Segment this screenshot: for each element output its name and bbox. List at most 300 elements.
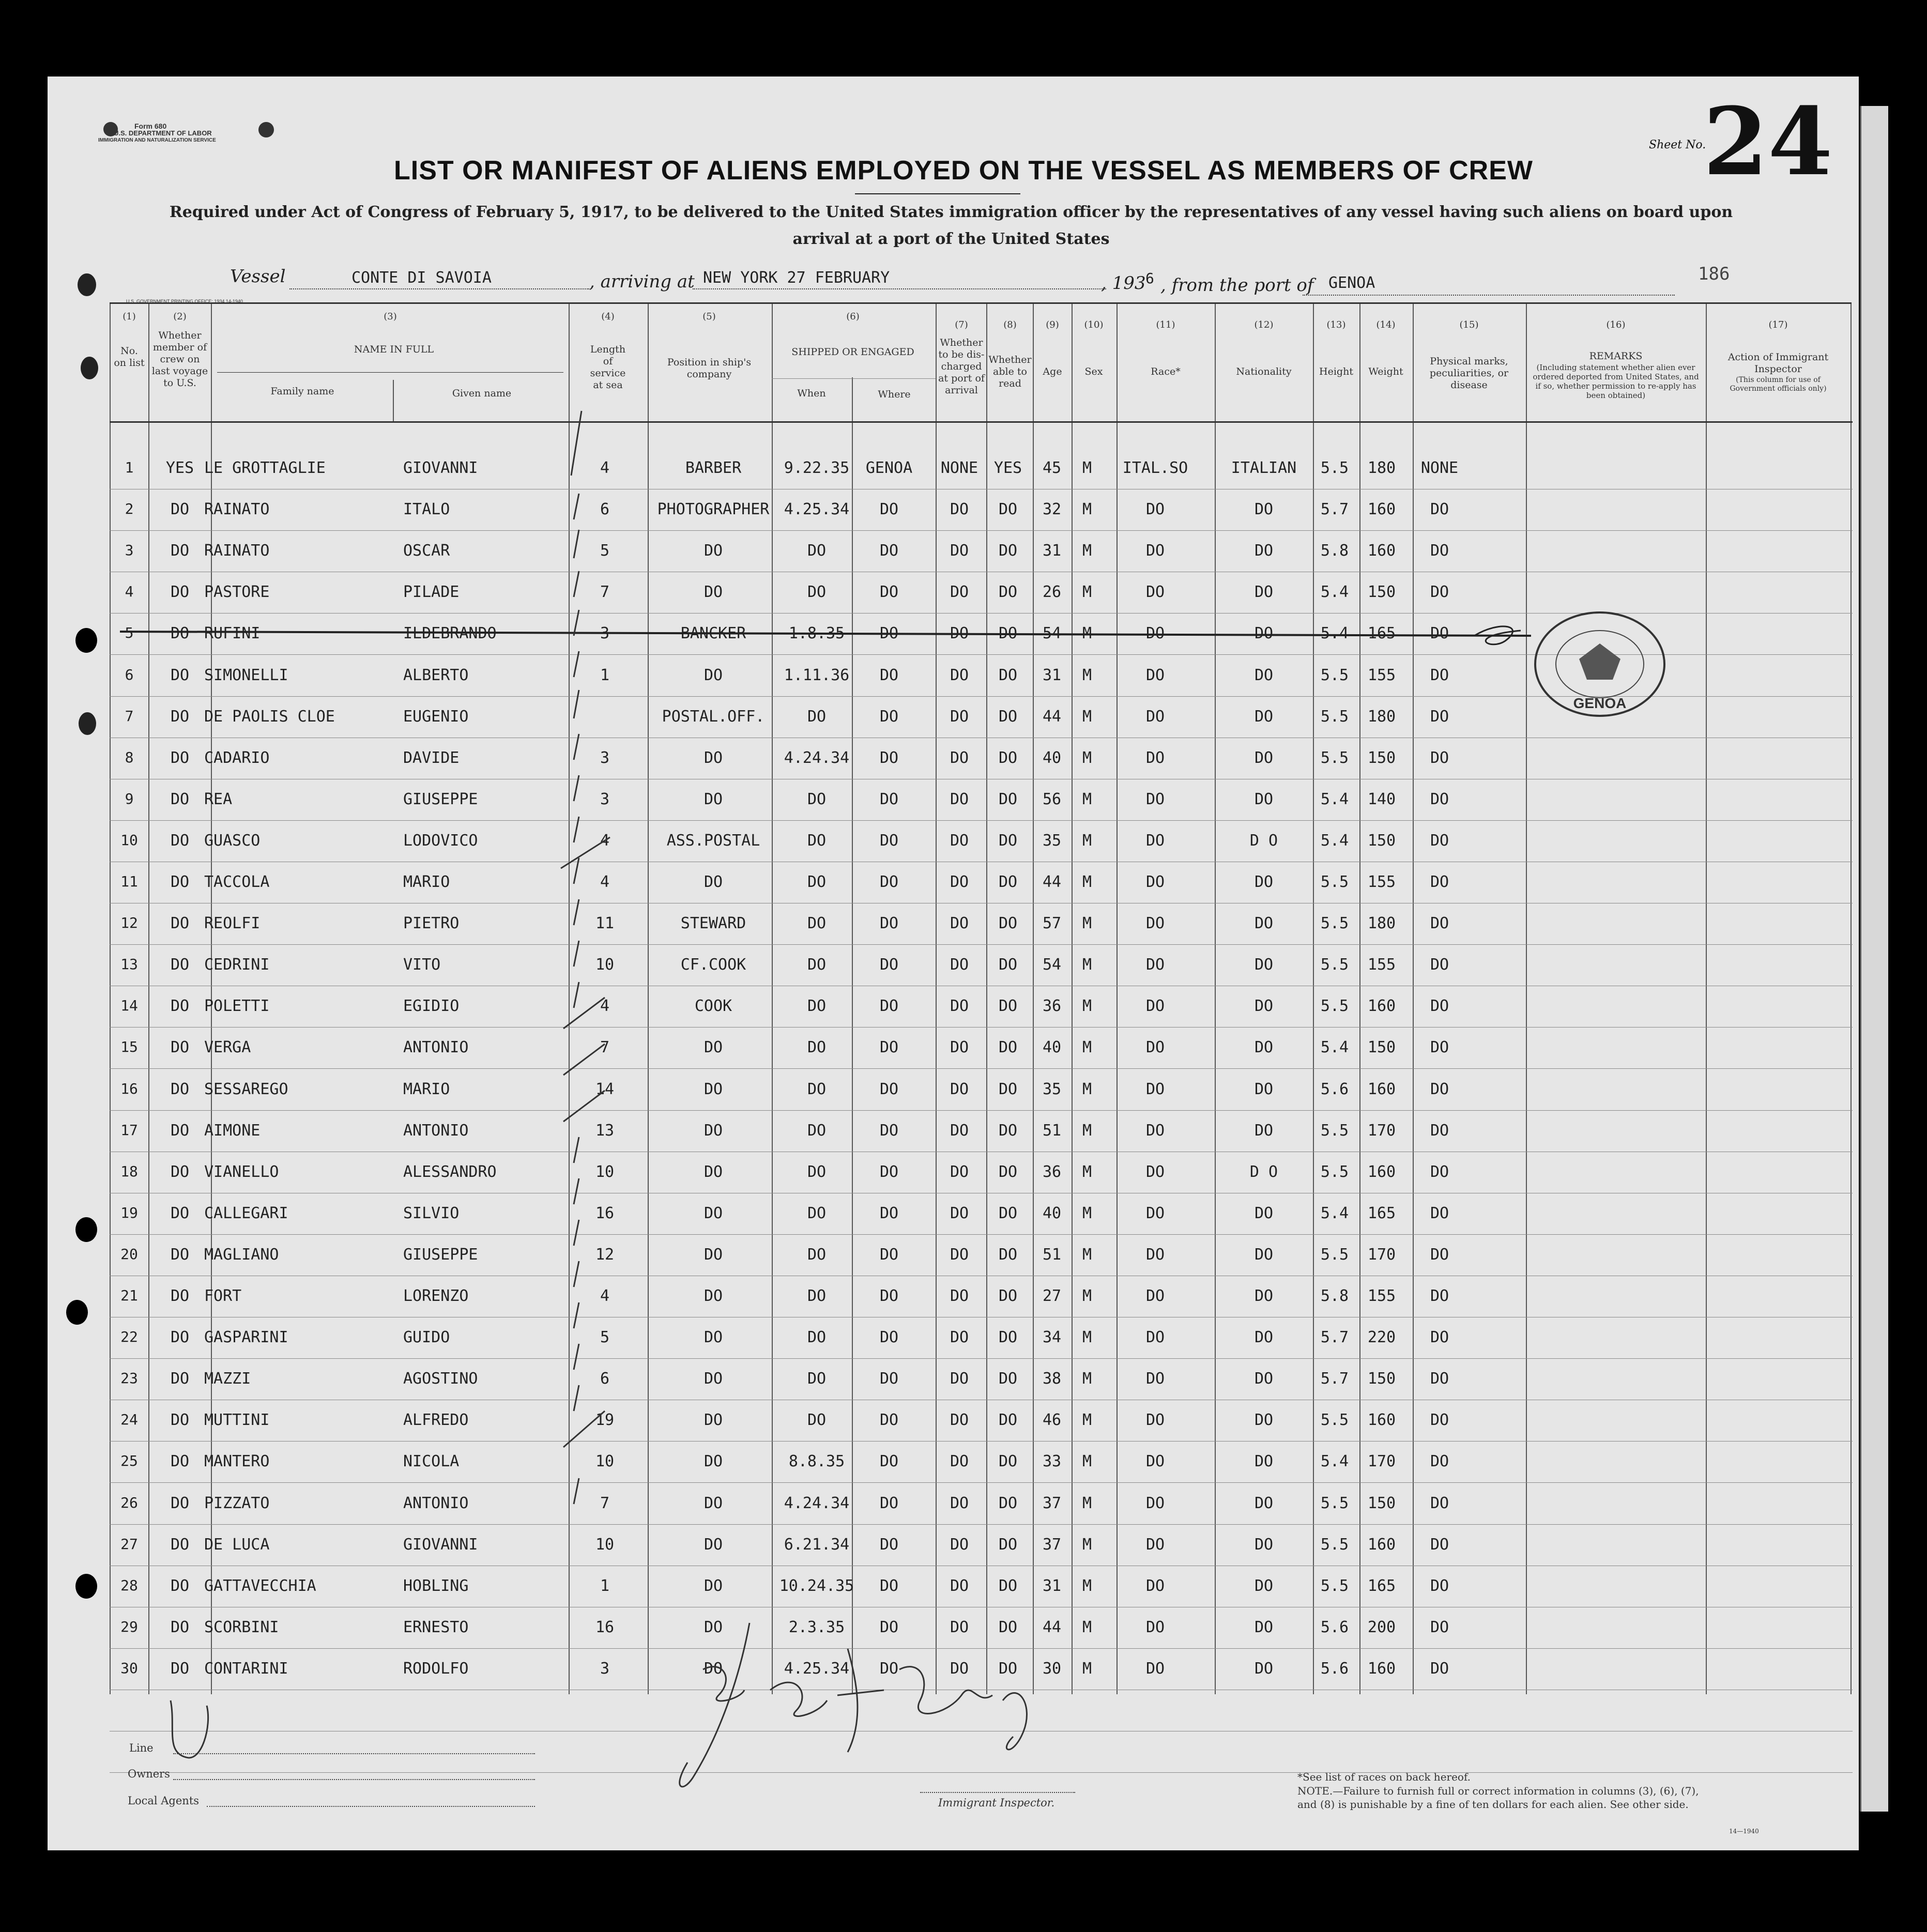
physical-marks: DO — [1430, 1246, 1449, 1264]
given-name: ANTONIO — [403, 1038, 469, 1056]
position: DO — [703, 666, 723, 684]
row-rule — [110, 1358, 1853, 1359]
weight: 160 — [1367, 500, 1396, 518]
vessel-label: Vessel — [230, 266, 286, 287]
race: DO — [1145, 1370, 1165, 1388]
given-name: GIOVANNI — [403, 1536, 478, 1554]
nationality: DO — [1254, 956, 1274, 974]
weight: 180 — [1367, 708, 1396, 726]
col13-header: Height — [1319, 366, 1353, 377]
row-rule — [110, 1110, 1853, 1111]
shipped-where: DO — [879, 1246, 899, 1264]
row-number: 15 — [120, 1038, 138, 1055]
page-subtitle: Required under Act of Congress of February 5, 1917, to be delivered to the United States immigration officer by the representatives of any vessel having such aliens on board upon arrival at a port of the United States — [169, 203, 1733, 248]
discharged: DO — [950, 500, 969, 518]
column-rule — [1706, 304, 1707, 1694]
able-to-read: DO — [998, 500, 1018, 518]
shipped-when: DO — [807, 1246, 827, 1264]
port-field-line — [1303, 295, 1675, 296]
prev-voyage: DO — [170, 1411, 190, 1429]
owners-label: Owners — [128, 1768, 170, 1780]
weight: 150 — [1367, 749, 1396, 767]
height: 5.5 — [1320, 956, 1349, 974]
family-name: RAINATO — [204, 500, 270, 518]
prev-voyage: DO — [170, 1660, 190, 1678]
given-name: HOBLING — [403, 1577, 469, 1595]
col6-number: (6) — [846, 311, 860, 322]
column-rule — [110, 304, 111, 1694]
shipped-where: DO — [879, 1370, 899, 1388]
prev-voyage: DO — [170, 956, 190, 974]
col10-number: (10) — [1084, 319, 1104, 330]
col14-number: (14) — [1376, 319, 1396, 330]
able-to-read: DO — [998, 914, 1018, 932]
service-years: 16 — [595, 1204, 615, 1222]
col17-subheader: (This column for use of Government officials only) — [1730, 376, 1827, 393]
discharged: DO — [950, 832, 969, 850]
discharged: DO — [950, 1660, 969, 1678]
height: 5.5 — [1320, 873, 1349, 891]
height: 5.4 — [1320, 1204, 1349, 1222]
service-years: 3 — [600, 749, 610, 767]
service-years: 7 — [600, 1494, 610, 1512]
given-name: ITALO — [403, 500, 450, 518]
position: DO — [703, 1246, 723, 1264]
row-rule — [110, 1524, 1853, 1525]
physical-marks: DO — [1430, 1204, 1449, 1222]
race: DO — [1145, 583, 1165, 601]
family-name: CEDRINI — [204, 956, 270, 974]
height: 5.5 — [1320, 749, 1349, 767]
when-header: When — [797, 388, 826, 399]
race: DO — [1145, 1452, 1165, 1470]
position: DO — [703, 1577, 723, 1595]
punch-hole — [66, 1300, 88, 1325]
weight: 155 — [1367, 1287, 1396, 1305]
position: DO — [703, 1411, 723, 1429]
nationality: D O — [1249, 1163, 1278, 1181]
col11-header: Race* — [1151, 366, 1181, 377]
discharged: DO — [950, 1163, 969, 1181]
able-to-read: DO — [998, 749, 1018, 767]
manifest-table — [110, 302, 1852, 1693]
age: 51 — [1042, 1122, 1062, 1140]
family-name: AIMONE — [204, 1122, 261, 1140]
age: 31 — [1042, 542, 1062, 560]
prev-voyage: DO — [170, 1328, 190, 1346]
physical-marks: DO — [1430, 1536, 1449, 1554]
height: 5.6 — [1320, 1080, 1349, 1098]
family-name: RAINATO — [204, 542, 270, 560]
position: DO — [703, 1038, 723, 1056]
age: 27 — [1042, 1287, 1062, 1305]
position: DO — [703, 873, 723, 891]
weight: 170 — [1367, 1452, 1396, 1470]
weight: 160 — [1367, 997, 1396, 1015]
height: 5.5 — [1320, 1536, 1349, 1554]
column-rule — [393, 380, 394, 421]
weight: 150 — [1367, 832, 1396, 850]
race: DO — [1145, 956, 1165, 974]
shipped-where: DO — [879, 1080, 899, 1098]
race: DO — [1145, 914, 1165, 932]
physical-marks: NONE — [1420, 459, 1459, 477]
nationality: DO — [1254, 500, 1274, 518]
race: DO — [1145, 1038, 1165, 1056]
weight: 165 — [1367, 1577, 1396, 1595]
race: DO — [1145, 1080, 1165, 1098]
departure-port: GENOA — [1328, 274, 1375, 292]
col15-number: (15) — [1459, 319, 1479, 330]
race: DO — [1145, 1287, 1165, 1305]
weight: 165 — [1367, 1204, 1396, 1222]
sex: M — [1082, 1122, 1092, 1140]
col5-number: (5) — [702, 311, 716, 322]
col9-number: (9) — [1046, 319, 1059, 330]
service-years: 3 — [600, 790, 610, 808]
col8-header: Whether able to read — [988, 354, 1032, 389]
race: DO — [1145, 1618, 1165, 1636]
able-to-read: DO — [998, 873, 1018, 891]
title-underline — [855, 193, 1020, 194]
shipped-where: DO — [879, 500, 899, 518]
sex: M — [1082, 1411, 1092, 1429]
able-to-read: DO — [998, 666, 1018, 684]
prev-voyage: DO — [170, 1080, 190, 1098]
family-name: CADARIO — [204, 749, 270, 767]
able-to-read: DO — [998, 1618, 1018, 1636]
service-years: 7 — [600, 1038, 610, 1056]
weight: 160 — [1367, 1411, 1396, 1429]
service-years: 12 — [595, 1246, 615, 1264]
col12-number: (12) — [1254, 319, 1274, 330]
able-to-read: DO — [998, 1246, 1018, 1264]
col16-subheader: (Including statement whether alien ever ordered deported from United States, and if so, whether permission to re-apply has been obtained) — [1533, 363, 1699, 400]
punch-hole — [81, 357, 98, 379]
family-name: PIZZATO — [204, 1494, 270, 1512]
weight: 160 — [1367, 1660, 1396, 1678]
service-years: 10 — [595, 956, 615, 974]
age: 32 — [1042, 500, 1062, 518]
race: DO — [1145, 1204, 1165, 1222]
prev-voyage: DO — [170, 1038, 190, 1056]
discharged: DO — [950, 1577, 969, 1595]
discharged: DO — [950, 542, 969, 560]
position: DO — [703, 1328, 723, 1346]
column-rule — [1215, 304, 1216, 1694]
prev-voyage: DO — [170, 1204, 190, 1222]
sex: M — [1082, 1660, 1092, 1678]
age: 57 — [1042, 914, 1062, 932]
weight: 200 — [1367, 1618, 1396, 1636]
weight: 160 — [1367, 1163, 1396, 1181]
position: DO — [703, 1370, 723, 1388]
height: 5.5 — [1320, 997, 1349, 1015]
service-years: 7 — [600, 583, 610, 601]
family-name: RUFINI — [204, 624, 261, 642]
service-years: 10 — [595, 1163, 615, 1181]
sex: M — [1082, 1452, 1092, 1470]
sex: M — [1082, 790, 1092, 808]
shipped-where: DO — [879, 1536, 899, 1554]
age: 40 — [1042, 749, 1062, 767]
column-rule — [648, 304, 649, 1694]
line-field — [173, 1753, 535, 1754]
given-name: VITO — [403, 956, 441, 974]
height: 5.5 — [1320, 666, 1349, 684]
from-port-label: , from the port of — [1160, 275, 1314, 296]
sex: M — [1082, 1204, 1092, 1222]
service-years: 10 — [595, 1536, 615, 1554]
age: 35 — [1042, 1080, 1062, 1098]
service-years: 4 — [600, 873, 610, 891]
discharged: DO — [950, 914, 969, 932]
shipped-where: DO — [879, 956, 899, 974]
col3-header: NAME IN FULL — [354, 344, 434, 355]
col11-number: (11) — [1156, 319, 1175, 330]
prev-voyage: DO — [170, 666, 190, 684]
position: BANCKER — [680, 624, 746, 642]
physical-marks: DO — [1430, 1163, 1449, 1181]
age: 51 — [1042, 1246, 1062, 1264]
race: DO — [1145, 624, 1165, 642]
shipped-where: DO — [879, 997, 899, 1015]
shipped-where: DO — [879, 1577, 899, 1595]
col16-number: (16) — [1606, 319, 1626, 330]
discharged: DO — [950, 997, 969, 1015]
prev-voyage: DO — [170, 790, 190, 808]
discharged: DO — [950, 1204, 969, 1222]
family-name: GATTAVECCHIA — [204, 1577, 316, 1595]
service-years: 13 — [595, 1122, 615, 1140]
col14-header: Weight — [1368, 366, 1403, 377]
nationality: DO — [1254, 542, 1274, 560]
prev-voyage: DO — [170, 749, 190, 767]
col13-number: (13) — [1326, 319, 1346, 330]
sheet-label: Sheet No. — [1649, 139, 1706, 151]
age: 54 — [1042, 624, 1062, 642]
service-years: 6 — [600, 500, 610, 518]
height: 5.5 — [1320, 1494, 1349, 1512]
race: DO — [1145, 708, 1165, 726]
race: DO — [1145, 542, 1165, 560]
family-name: MUTTINI — [204, 1411, 270, 1429]
physical-marks: DO — [1430, 832, 1449, 850]
family-name: REOLFI — [204, 914, 261, 932]
physical-marks: DO — [1430, 749, 1449, 767]
row-number: 27 — [120, 1536, 138, 1553]
nationality: DO — [1254, 708, 1274, 726]
height: 5.4 — [1320, 790, 1349, 808]
physical-marks: DO — [1430, 1080, 1449, 1098]
local-agents-label: Local Agents — [128, 1795, 200, 1807]
race: DO — [1145, 1163, 1165, 1181]
weight: 150 — [1367, 1038, 1396, 1056]
able-to-read: DO — [998, 1577, 1018, 1595]
sheet-number: 24 — [1703, 87, 1833, 196]
sex: M — [1082, 914, 1092, 932]
nationality: DO — [1254, 1494, 1274, 1512]
given-name: EUGENIO — [403, 708, 469, 726]
row-number: 4 — [125, 583, 134, 600]
service-years: 4 — [600, 459, 610, 477]
row-number: 29 — [120, 1618, 138, 1635]
stamp-text: GENOA — [1573, 695, 1627, 711]
nationality: DO — [1254, 1452, 1274, 1470]
height: 5.5 — [1320, 459, 1349, 477]
physical-marks: DO — [1430, 1287, 1449, 1305]
discharged: DO — [950, 1287, 969, 1305]
age: 37 — [1042, 1494, 1062, 1512]
service-years: 4 — [600, 997, 610, 1015]
prev-voyage: DO — [170, 914, 190, 932]
height: 5.5 — [1320, 1577, 1349, 1595]
row-number: 21 — [120, 1287, 138, 1304]
shipped-when: DO — [807, 1411, 827, 1429]
weight: 140 — [1367, 790, 1396, 808]
able-to-read: DO — [998, 1287, 1018, 1305]
row-number: 16 — [120, 1080, 138, 1097]
row-number: 17 — [120, 1122, 138, 1139]
shipped-where: DO — [879, 708, 899, 726]
sex: M — [1082, 583, 1092, 601]
col3-number: (3) — [384, 311, 397, 322]
family-name: POLETTI — [204, 997, 270, 1015]
position: CF.COOK — [680, 956, 746, 974]
discharged: NONE — [940, 459, 978, 477]
height: 5.8 — [1320, 1287, 1349, 1305]
position: DO — [703, 1536, 723, 1554]
position: DO — [703, 583, 723, 601]
physical-marks: DO — [1430, 914, 1449, 932]
sex: M — [1082, 1038, 1092, 1056]
family-name: GASPARINI — [204, 1328, 288, 1346]
row-number: 18 — [120, 1163, 138, 1180]
height: 5.5 — [1320, 1122, 1349, 1140]
race: DO — [1145, 997, 1165, 1015]
row-number: 6 — [125, 666, 134, 683]
row-number: 20 — [120, 1246, 138, 1263]
row-number: 12 — [120, 914, 138, 931]
shipped-where: DO — [879, 1163, 899, 1181]
department-seal — [258, 122, 274, 137]
age: 40 — [1042, 1204, 1062, 1222]
shipped-when: 8.8.35 — [788, 1452, 845, 1470]
able-to-read: DO — [998, 708, 1018, 726]
family-name: SCORBINI — [204, 1618, 279, 1636]
weight: 160 — [1367, 1536, 1396, 1554]
prev-voyage: DO — [170, 1577, 190, 1595]
given-name: SILVIO — [403, 1204, 460, 1222]
able-to-read: DO — [998, 956, 1018, 974]
column-rule — [1526, 304, 1527, 1694]
position: DO — [703, 790, 723, 808]
weight: 155 — [1367, 873, 1396, 891]
service-name: IMMIGRATION AND NATURALIZATION SERVICE — [98, 137, 216, 143]
physical-marks: DO — [1430, 1122, 1449, 1140]
shipped-when: 4.25.34 — [784, 1660, 850, 1678]
service-years: 11 — [595, 914, 615, 932]
given-name: AGOSTINO — [403, 1370, 478, 1388]
physical-marks: DO — [1430, 1370, 1449, 1388]
given-name: GIUSEPPE — [403, 790, 478, 808]
col5-header: Position in ship's company — [667, 357, 752, 380]
prev-voyage: DO — [170, 873, 190, 891]
punch-hole — [79, 712, 96, 735]
col4-number: (4) — [601, 311, 615, 322]
physical-marks: DO — [1430, 1452, 1449, 1470]
given-name: ALFREDO — [403, 1411, 469, 1429]
nationality: D O — [1249, 832, 1278, 850]
shipped-where: DO — [879, 624, 899, 642]
able-to-read: YES — [993, 459, 1022, 477]
shipped-when: 9.22.35 — [784, 459, 850, 477]
arriving-label: , arriving at — [589, 271, 695, 292]
discharged: DO — [950, 1122, 969, 1140]
given-name: MARIO — [403, 873, 450, 891]
weight: 165 — [1367, 624, 1396, 642]
shipped-when: DO — [807, 873, 827, 891]
position: ASS.POSTAL — [666, 832, 760, 850]
shipped-when: DO — [807, 914, 827, 932]
sex: M — [1082, 873, 1092, 891]
nationality: DO — [1254, 914, 1274, 932]
family-name: FORT — [204, 1287, 242, 1305]
column-rule — [1033, 304, 1034, 1694]
shipped-when: DO — [807, 583, 827, 601]
able-to-read: DO — [998, 1494, 1018, 1512]
family-name: DE PAOLIS CLOE — [204, 708, 335, 726]
where-header: Where — [878, 389, 911, 400]
service-years: 16 — [595, 1618, 615, 1636]
position: DO — [703, 749, 723, 767]
family-name: GUASCO — [204, 832, 261, 850]
prev-voyage: DO — [170, 1618, 190, 1636]
nationality: DO — [1254, 583, 1274, 601]
family-name: VERGA — [204, 1038, 251, 1056]
height: 5.6 — [1320, 1618, 1349, 1636]
age: 26 — [1042, 583, 1062, 601]
nationality: DO — [1254, 1287, 1274, 1305]
given-name: GIUSEPPE — [403, 1246, 478, 1264]
shipped-when: 1.8.35 — [788, 624, 845, 642]
year-prefix: , 193 — [1101, 273, 1146, 294]
discharged: DO — [950, 1411, 969, 1429]
col12-header: Nationality — [1236, 366, 1292, 377]
row-number: 7 — [125, 708, 134, 725]
shipped-where: DO — [879, 790, 899, 808]
able-to-read: DO — [998, 1660, 1018, 1678]
row-rule — [110, 1027, 1853, 1028]
position: DO — [703, 1494, 723, 1512]
nationality: DO — [1254, 1536, 1274, 1554]
height: 5.4 — [1320, 1452, 1349, 1470]
family-name: CALLEGARI — [204, 1204, 288, 1222]
given-name: ALBERTO — [403, 666, 469, 684]
punch-hole — [78, 273, 96, 296]
prev-voyage: DO — [170, 1536, 190, 1554]
row-rule — [110, 820, 1853, 821]
row-number: 22 — [120, 1328, 138, 1345]
shipped-where: DO — [879, 1452, 899, 1470]
able-to-read: DO — [998, 1452, 1018, 1470]
age: 45 — [1042, 459, 1062, 477]
race: DO — [1145, 666, 1165, 684]
row-rule — [110, 1068, 1853, 1069]
year-suffix: 6 — [1145, 270, 1154, 287]
able-to-read: DO — [998, 542, 1018, 560]
service-years: 4 — [600, 1287, 610, 1305]
